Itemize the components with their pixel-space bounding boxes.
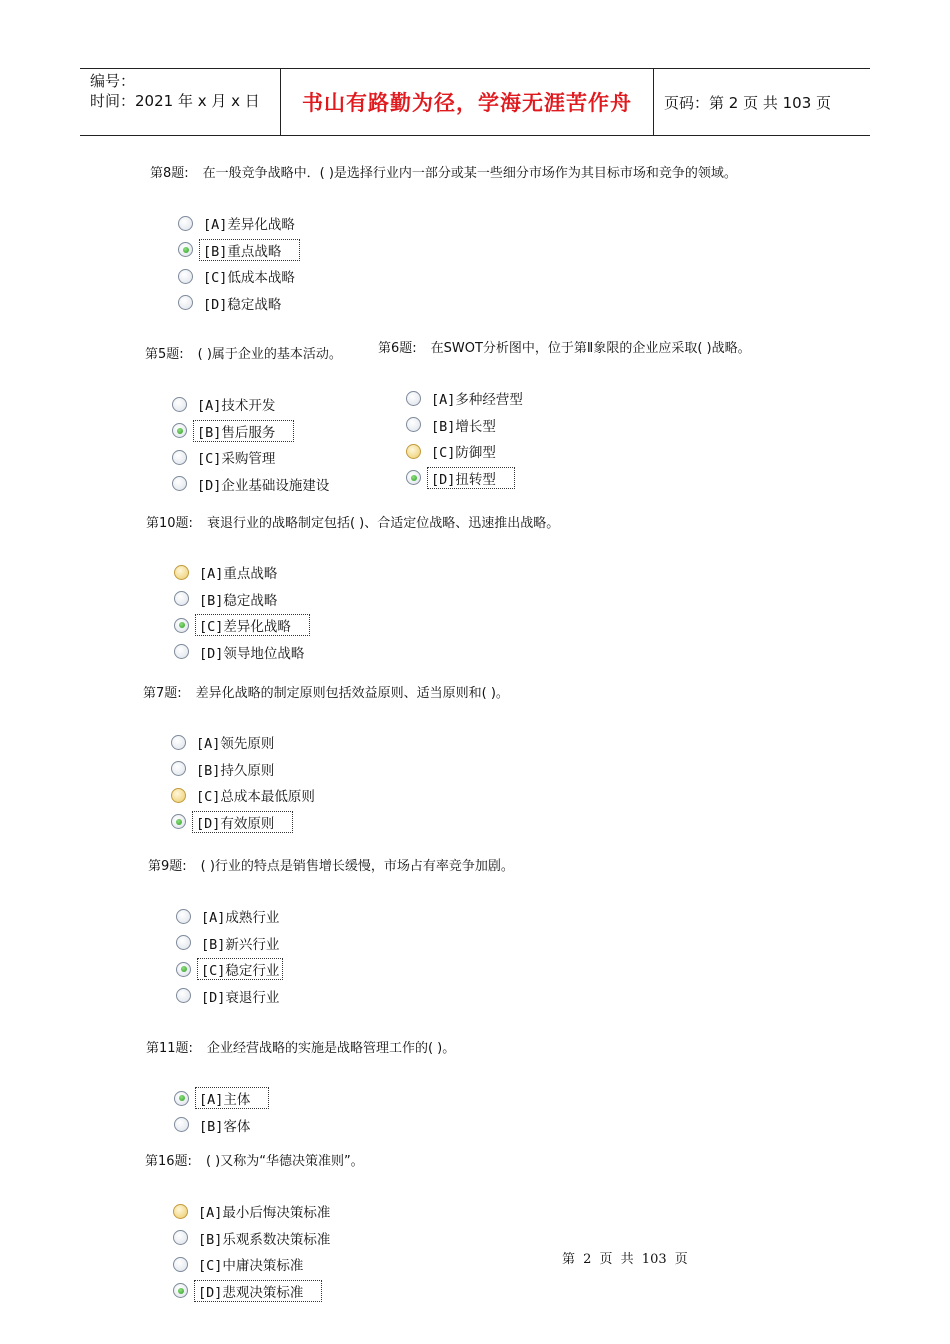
code-label: 编号： (90, 72, 136, 90)
radio-icon[interactable] (406, 417, 421, 432)
option-b[interactable] (406, 412, 526, 439)
question-title (143, 682, 509, 701)
option-a[interactable] (172, 391, 332, 418)
radio-icon[interactable] (174, 644, 189, 659)
option-a[interactable] (174, 1085, 268, 1112)
option-label: [D]领导地位战略 (199, 645, 305, 662)
option-label: [D]企业基础设施建设 (197, 477, 330, 494)
radio-icon[interactable] (176, 935, 191, 950)
radio-hover-icon[interactable] (406, 444, 421, 459)
question-number: 第9题: (148, 859, 187, 874)
page-footer: 第 2 页 共 103 页 (562, 1252, 688, 1267)
question-text: ( )属于企业的基本活动。 (197, 347, 342, 362)
option-b[interactable] (171, 756, 318, 783)
question-title (145, 1150, 364, 1169)
option-label: [D]悲观决策标准 (195, 1281, 321, 1301)
question-number: 第6题: (378, 341, 417, 356)
option-label: [A]最小后悔决策标准 (198, 1205, 331, 1222)
radio-icon[interactable] (406, 391, 421, 406)
option-a[interactable] (171, 729, 318, 756)
question-title (146, 1037, 455, 1056)
question-number: 第7题: (143, 686, 182, 701)
option-label: [D]有效原则 (193, 812, 292, 832)
option-d[interactable] (171, 809, 318, 836)
option-label: [B]新兴行业 (201, 936, 280, 953)
option-label: [B]售后服务 (194, 421, 293, 441)
option-list (174, 1085, 268, 1138)
option-d[interactable] (173, 1278, 333, 1305)
option-label: [B]客体 (199, 1118, 251, 1135)
radio-icon[interactable] (171, 761, 186, 776)
question-number: 第11题: (146, 1041, 193, 1056)
option-label: [C]中庸决策标准 (198, 1258, 304, 1275)
option-label: [C]稳定行业 (198, 959, 282, 979)
radio-selected-icon[interactable] (173, 1283, 188, 1298)
option-label: [A]领先原则 (196, 736, 275, 753)
radio-icon[interactable] (178, 269, 193, 284)
radio-selected-icon[interactable] (174, 618, 189, 633)
radio-selected-icon[interactable] (174, 1091, 189, 1106)
time-label: 时间：2021 年 x 月 x 日 (90, 92, 260, 110)
option-label: [D]扭转型 (428, 468, 514, 488)
question-number: 第8题: (150, 166, 189, 181)
radio-icon[interactable] (174, 1117, 189, 1132)
option-list (176, 903, 282, 1009)
option-c[interactable] (171, 782, 318, 809)
radio-selected-icon[interactable] (178, 242, 193, 257)
question-text: 企业经营战略的实施是战略管理工作的( )。 (206, 1041, 456, 1056)
option-label: [A]差异化战略 (203, 217, 295, 234)
question-number: 第10题: (146, 516, 193, 531)
option-a[interactable] (178, 210, 299, 237)
option-b[interactable] (174, 586, 309, 613)
option-d[interactable] (174, 639, 309, 666)
option-label: [A]重点战略 (199, 566, 278, 583)
radio-selected-icon[interactable] (171, 814, 186, 829)
option-d[interactable] (172, 471, 332, 498)
question-text: 差异化战略的制定原则包括效益原则、适当原则和( )。 (195, 686, 509, 701)
option-a[interactable] (406, 385, 526, 412)
radio-selected-icon[interactable] (406, 470, 421, 485)
option-label: [A]多种经营型 (431, 392, 523, 409)
option-label: [B]重点战略 (200, 240, 299, 260)
option-list (172, 391, 332, 497)
radio-hover-icon[interactable] (173, 1204, 188, 1219)
option-label: [D]稳定战略 (203, 296, 282, 313)
option-list (173, 1198, 333, 1304)
radio-icon[interactable] (172, 397, 187, 412)
radio-icon[interactable] (178, 216, 193, 231)
question-title (146, 512, 559, 531)
option-a[interactable] (176, 903, 282, 930)
question-number: 第5题: (145, 347, 184, 362)
option-label: [C]采购管理 (197, 451, 276, 468)
option-label: [B]增长型 (431, 418, 496, 435)
question-title (145, 343, 342, 362)
option-a[interactable] (173, 1198, 333, 1225)
option-label: [C]差异化战略 (196, 615, 309, 635)
radio-icon[interactable] (176, 909, 191, 924)
question-title (378, 337, 751, 356)
radio-icon[interactable] (178, 295, 193, 310)
radio-hover-icon[interactable] (171, 788, 186, 803)
radio-hover-icon[interactable] (174, 565, 189, 580)
option-c[interactable] (173, 1251, 333, 1278)
option-label: [A]主体 (196, 1088, 268, 1108)
option-d[interactable] (178, 290, 299, 317)
option-label: [B]稳定战略 (199, 592, 278, 609)
option-b[interactable] (173, 1225, 333, 1252)
option-label: [A]成熟行业 (201, 910, 280, 927)
header-motto-cell (281, 69, 654, 135)
header-table (80, 68, 870, 136)
page-info: 页码：第 2 页 共 103 页 (664, 93, 832, 112)
question-title (148, 855, 514, 874)
option-label: [A]技术开发 (197, 398, 276, 415)
question-text: 在一般竞争战略中．( )是选择行业内一部分或某一些细分市场作为其目标市场和竞争的领域。 (202, 166, 737, 181)
question-text: 衰退行业的战略制定包括( )、合适定位战略、迅速推出战略。 (206, 516, 560, 531)
option-b[interactable] (174, 1112, 268, 1139)
radio-selected-icon[interactable] (176, 962, 191, 977)
radio-icon[interactable] (174, 591, 189, 606)
radio-icon[interactable] (176, 988, 191, 1003)
option-d[interactable] (176, 983, 282, 1010)
option-c[interactable] (178, 263, 299, 290)
option-c[interactable] (174, 612, 309, 639)
option-label: [C]防御型 (431, 445, 496, 462)
radio-icon[interactable] (173, 1257, 188, 1272)
option-label: [C]总成本最低原则 (196, 789, 315, 806)
option-b[interactable] (172, 418, 332, 445)
option-c[interactable] (172, 444, 332, 471)
option-b[interactable] (176, 930, 282, 957)
question-text: 在SWOT分析图中，位于第Ⅱ象限的企业应采取( )战略。 (430, 341, 751, 356)
radio-icon[interactable] (171, 735, 186, 750)
radio-selected-icon[interactable] (172, 423, 187, 438)
option-list (178, 210, 299, 316)
option-c[interactable] (176, 956, 282, 983)
radio-icon[interactable] (172, 476, 187, 491)
question-title (150, 162, 737, 181)
option-label: [B]持久原则 (196, 762, 275, 779)
header-page-cell (654, 69, 870, 135)
option-list (174, 559, 309, 665)
question-text: ( )行业的特点是销售增长缓慢，市场占有率竞争加剧。 (200, 859, 514, 874)
header-left-cell (80, 69, 281, 135)
option-label: [C]低成本战略 (203, 270, 295, 287)
option-c[interactable] (406, 438, 526, 465)
question-text: ( )又称为“华德决策准则”。 (205, 1154, 364, 1169)
option-b[interactable] (178, 237, 299, 264)
radio-icon[interactable] (172, 450, 187, 465)
question-number: 第16题: (145, 1154, 192, 1169)
option-d[interactable] (406, 465, 526, 492)
option-list (406, 385, 526, 491)
motto: 书山有路勤为径，学海无涯苦作舟 (302, 90, 632, 115)
option-a[interactable] (174, 559, 309, 586)
option-list (171, 729, 318, 835)
option-label: [D]衰退行业 (201, 989, 280, 1006)
option-label: [B]乐观系数决策标准 (198, 1231, 331, 1248)
radio-icon[interactable] (173, 1230, 188, 1245)
